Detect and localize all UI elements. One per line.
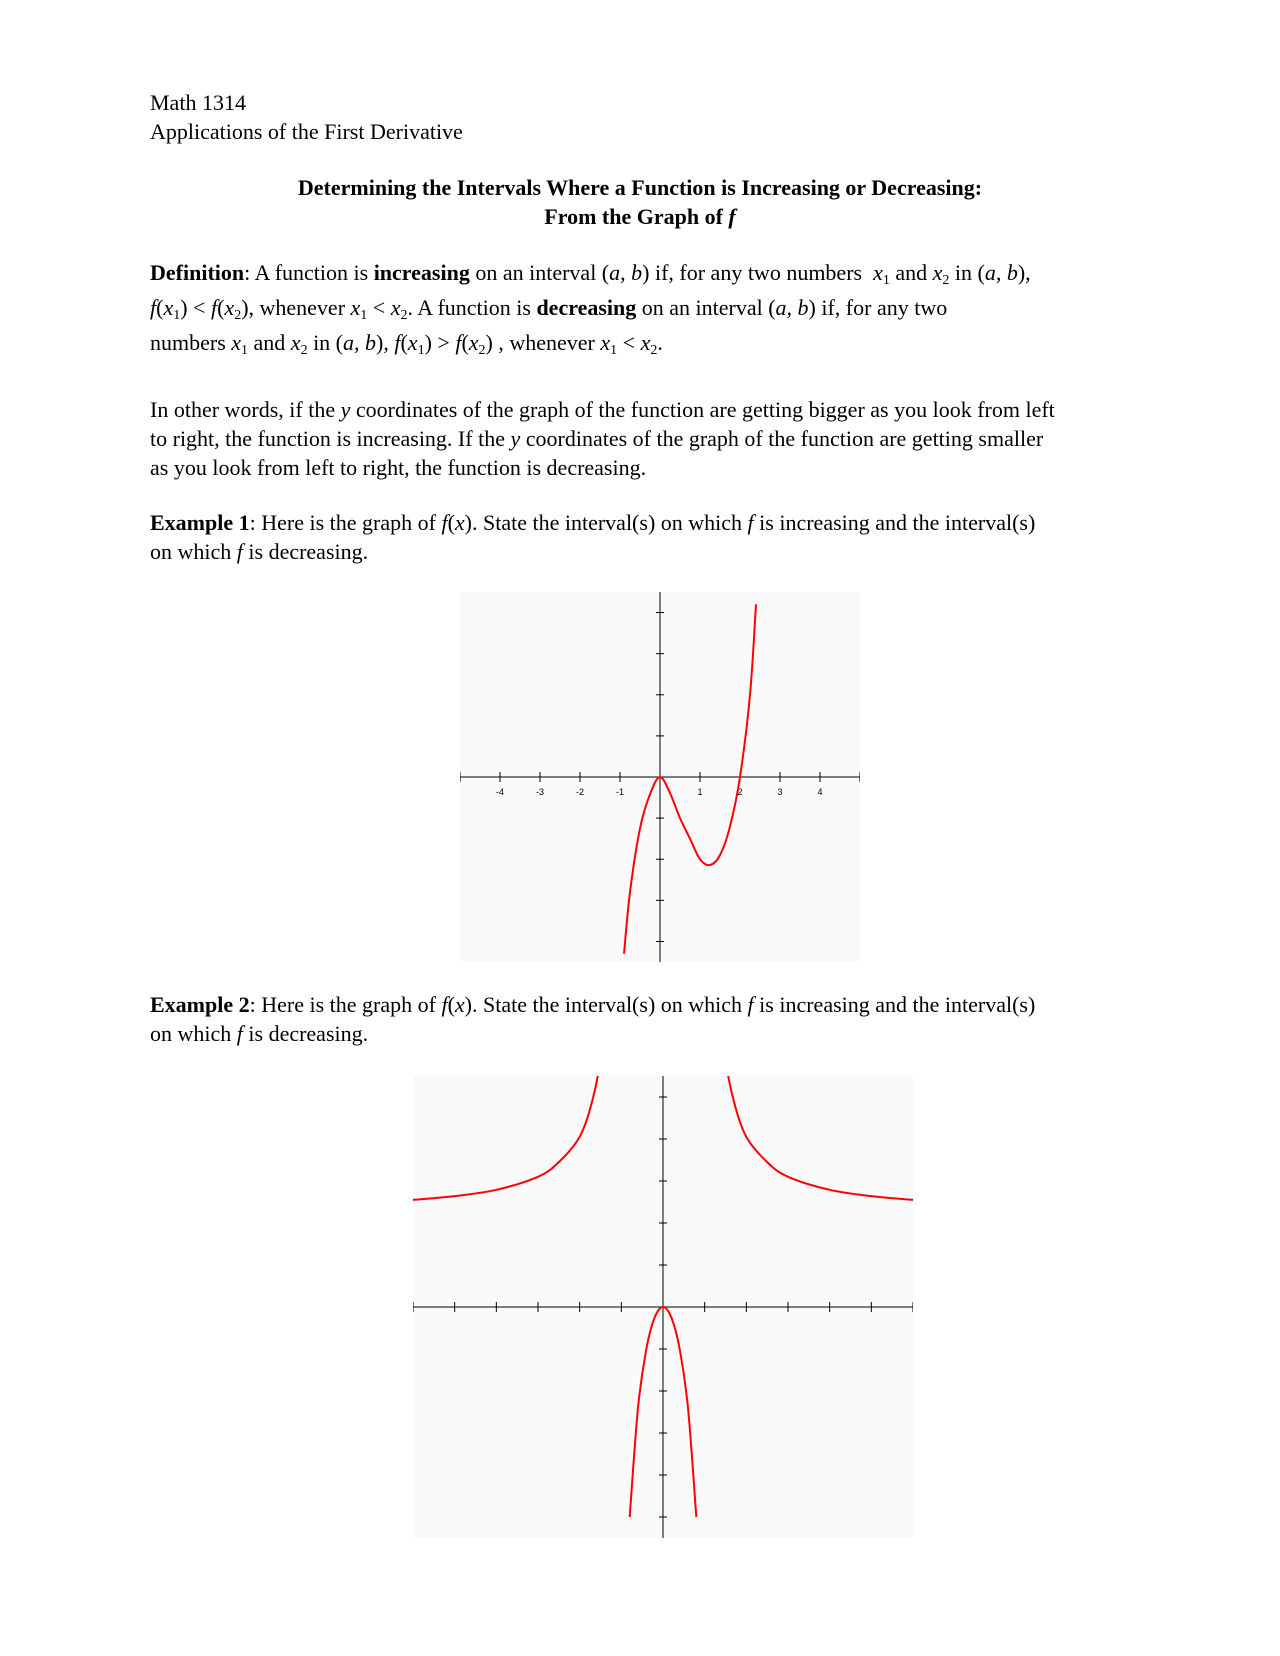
text: on an interval ( [469, 260, 610, 285]
math: x [640, 330, 651, 355]
math: x [468, 330, 479, 355]
text: ), [1017, 260, 1031, 285]
topic-name: Applications of the First Derivative [150, 119, 463, 144]
example1-label: Example 1 [150, 510, 250, 535]
example2-line-1: Example 2: Here is the graph of f(x). State the interval(s) on which f is increasing and the interval(s) [150, 992, 1036, 1017]
math: ) [241, 295, 249, 320]
text: is decreasing. [242, 1021, 369, 1046]
math: < [367, 295, 391, 320]
definition-label: Definition [150, 260, 245, 285]
math: 1 [882, 273, 890, 288]
math: f [236, 1021, 243, 1046]
text: , whenever [248, 295, 351, 320]
text: in ( [949, 260, 985, 285]
section-title-line1: Determining the Intervals Where a Function is Increasing or Decreasing: [297, 175, 983, 200]
math: ( [461, 330, 469, 355]
title-prefix: From the Graph of [544, 204, 729, 229]
example1-line-1: Example 1: Here is the graph of f(x). State the interval(s) on which f is increasing and the interval(s) [150, 510, 1036, 535]
explanation-line-3: as you look from left to right, the function is decreasing. [150, 455, 647, 480]
math: 1 [610, 343, 618, 358]
math: 1 [241, 343, 249, 358]
definition-paragraph [150, 258, 1180, 357]
example2-graph [413, 1076, 913, 1538]
text: . [657, 330, 663, 355]
definition-line-2 [150, 293, 1180, 322]
text: ). State the interval(s) on which [464, 992, 748, 1017]
math: x [454, 992, 465, 1017]
math: < [617, 330, 641, 355]
x-tick-label: 1 [697, 787, 703, 797]
example1-graph [460, 592, 860, 962]
math: 2 [400, 308, 408, 323]
math: f [150, 295, 157, 320]
x-tick-label: -1 [615, 787, 625, 797]
text: and [248, 330, 291, 355]
definition-line-3 [150, 328, 1180, 357]
definition-line-1 [150, 258, 1180, 287]
math: y [340, 397, 351, 422]
math: ( [156, 295, 164, 320]
text: ). State the interval(s) on which [464, 510, 748, 535]
math: 2 [942, 273, 950, 288]
example1-paragraph [150, 508, 1180, 566]
math: ) [424, 330, 432, 355]
text: and [889, 260, 933, 285]
math: f [441, 992, 448, 1017]
math: y [510, 426, 521, 451]
math: ( [217, 295, 225, 320]
x-tick-label: 4 [817, 787, 823, 797]
math: 1 [173, 308, 181, 323]
math: x [350, 295, 361, 320]
x-tick-label: 3 [777, 787, 783, 797]
text: coordinates of the graph of the function are getting bigger as you look from left [350, 397, 1055, 422]
example2-line-2 [150, 1019, 1180, 1048]
math: 1 [417, 343, 425, 358]
math: 2 [650, 343, 658, 358]
x-tick-label: -2 [575, 787, 585, 797]
text: numbers [150, 330, 232, 355]
math: f [441, 510, 448, 535]
text: on which [150, 1021, 237, 1046]
title-var: f [728, 204, 736, 229]
math: x [407, 330, 418, 355]
math: a, b [609, 260, 643, 285]
text: : Here is the graph of [249, 510, 442, 535]
math: x [163, 295, 174, 320]
math: f [394, 330, 401, 355]
course-name: Math 1314 [150, 90, 246, 115]
math: f [747, 992, 754, 1017]
math: x [231, 330, 242, 355]
explanation-line-1 [150, 395, 1180, 424]
math: x [224, 295, 235, 320]
term-decreasing: decreasing [536, 295, 637, 320]
term-increasing: increasing [373, 260, 470, 285]
math: ) [485, 330, 493, 355]
math: a, b [343, 330, 377, 355]
text: ), [376, 330, 395, 355]
math: 2 [300, 343, 308, 358]
text: : A function is [244, 260, 374, 285]
text: ) if, for any two numbers [642, 260, 868, 285]
example1-line-2 [150, 537, 1180, 566]
x-tick-label: 2 [737, 787, 743, 797]
math: x [290, 330, 301, 355]
text: on an interval ( [636, 295, 776, 320]
text: is increasing and the interval(s) [753, 510, 1036, 535]
math: 1 [360, 308, 368, 323]
text: is increasing and the interval(s) [753, 992, 1036, 1017]
math: x [390, 295, 401, 320]
example2-paragraph [150, 990, 1180, 1048]
text: coordinates of the graph of the function are getting smaller [520, 426, 1044, 451]
math: ) [180, 295, 188, 320]
math: 2 [234, 308, 242, 323]
explanation-line-2 [150, 424, 1180, 453]
text: , whenever [492, 330, 601, 355]
x-tick-label: -3 [535, 787, 545, 797]
math: a, b [775, 295, 809, 320]
math: f [210, 295, 218, 320]
math: x [873, 260, 883, 285]
math: > [431, 330, 456, 355]
text: in ( [307, 330, 344, 355]
text: to right, the function is increasing. If the [150, 426, 511, 451]
math: < [187, 295, 211, 320]
example2-graph-svg [413, 1076, 913, 1538]
text: on which [150, 539, 237, 564]
text: . A function is [407, 295, 537, 320]
text: In other words, if the [150, 397, 341, 422]
math: x [932, 260, 943, 285]
example2-label: Example 2 [150, 992, 250, 1017]
math: f [236, 539, 243, 564]
math: ( [400, 330, 408, 355]
text: ) if, for any two [808, 295, 948, 320]
math: x [454, 510, 465, 535]
math: 2 [478, 343, 486, 358]
math: f [455, 330, 462, 355]
x-tick-label: -4 [495, 787, 505, 797]
explanation-paragraph [150, 395, 1180, 482]
example1-graph-svg [460, 592, 860, 962]
text: : Here is the graph of [249, 992, 442, 1017]
text: is decreasing. [242, 539, 369, 564]
math: a, b [984, 260, 1018, 285]
math: f [747, 510, 754, 535]
section-title-line2 [0, 202, 1280, 231]
math: x [600, 330, 611, 355]
